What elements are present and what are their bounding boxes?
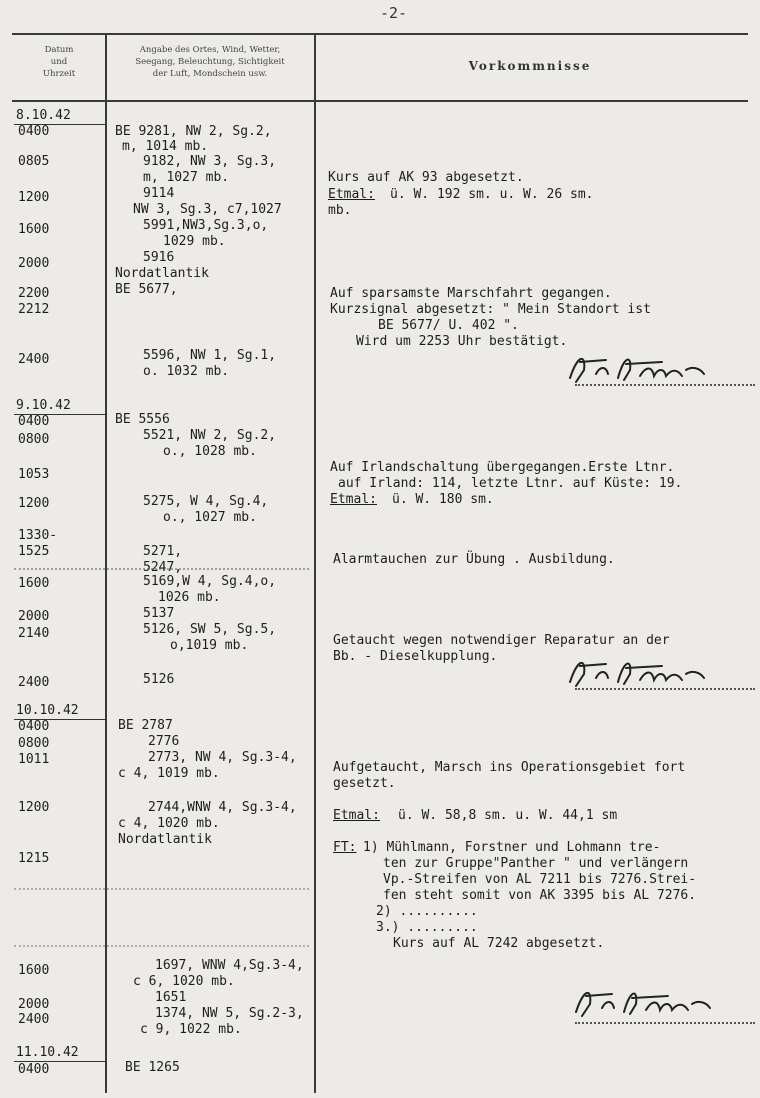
location-entry: 5126, SW 5, Sg.5,: [143, 622, 277, 637]
header-date-line-1: Datum: [44, 45, 74, 55]
event-entry: Kurs auf AK 93 abgesetzt.: [328, 170, 524, 185]
date-label: 10.10.42: [16, 703, 79, 718]
location-entry: Nordatlantik: [115, 266, 209, 281]
time-entry: 1600: [18, 963, 50, 978]
time-entry: 1011: [18, 752, 50, 767]
location-entry: 9182, NW 3, Sg.3,: [143, 154, 277, 169]
location-entry: o. 1032 mb.: [143, 364, 230, 379]
event-entry: Aufgetaucht, Marsch ins Operationsgebiet fort: [333, 760, 686, 775]
header-events: Vorkommnisse: [468, 59, 592, 73]
event-entry: Etmal:: [330, 492, 377, 507]
dotted-separator: [14, 945, 309, 947]
time-entry: 0805: [18, 154, 50, 169]
column-divider-1: [105, 33, 107, 1093]
location-entry: NW 3, Sg.3, c7,1027: [133, 202, 282, 217]
time-entry: 0400: [18, 124, 50, 139]
time-entry: 2212: [18, 302, 50, 317]
time-entry: 2400: [18, 675, 50, 690]
event-entry: Etmal:: [328, 187, 375, 202]
dotted-separator: [14, 568, 309, 570]
date-label: 8.10.42: [16, 108, 71, 123]
date-label: 9.10.42: [16, 398, 71, 413]
time-entry: 0800: [18, 432, 50, 447]
header-bottom-rule: [12, 100, 748, 102]
time-entry: 2000: [18, 256, 50, 271]
location-entry: 1026 mb.: [158, 590, 221, 605]
event-entry: ü. W. 192 sm. u. W. 26 sm.: [390, 187, 594, 202]
time-entry: 2000: [18, 997, 50, 1012]
location-entry: 5596, NW 1, Sg.1,: [143, 348, 277, 363]
time-entry: 2400: [18, 1012, 50, 1027]
date-label: 11.10.42: [16, 1045, 79, 1060]
location-entry: 5137: [143, 606, 175, 621]
event-entry: Kurs auf AL 7242 abgesetzt.: [393, 936, 605, 951]
location-entry: 5916: [143, 250, 175, 265]
time-entry: 1600: [18, 222, 50, 237]
location-entry: c 6, 1020 mb.: [133, 974, 235, 989]
location-entry: 1697, WNW 4,Sg.3-4,: [155, 958, 304, 973]
event-entry: 1) Mühlmann, Forstner und Lohmann tre-: [363, 840, 661, 855]
event-entry: 2) ..........: [376, 904, 478, 919]
location-entry: 1029 mb.: [163, 234, 226, 249]
event-entry: 3.) .........: [376, 920, 478, 935]
location-entry: BE 1265: [125, 1060, 180, 1075]
location-entry: m, 1027 mb.: [143, 170, 230, 185]
location-entry: BE 9281, NW 2, Sg.2,: [115, 124, 272, 139]
header-location-line-1: Angabe des Ortes, Wind, Wetter,: [139, 45, 281, 55]
location-entry: c 4, 1019 mb.: [118, 766, 220, 781]
location-entry: 5271,: [143, 544, 183, 559]
header-location-line-3: der Luft, Mondschein usw.: [152, 69, 268, 79]
header-location-line-2: Seegang, Beleuchtung, Sichtigkeit: [135, 57, 285, 67]
column-divider-2: [314, 33, 316, 1093]
location-entry: o,1019 mb.: [170, 638, 249, 653]
time-entry: 1200: [18, 496, 50, 511]
time-entry: 1200: [18, 190, 50, 205]
event-entry: auf Irland: 114, letzte Ltnr. auf Küste: 19.: [338, 476, 683, 491]
header-location-weather: [108, 44, 312, 80]
location-entry: 1374, NW 5, Sg.2-3,: [155, 1006, 304, 1021]
location-entry: 9114: [143, 186, 175, 201]
header-date-line-3: Uhrzeit: [42, 69, 76, 79]
location-entry: 2776: [148, 734, 180, 749]
event-entry: Bb. - Dieselkupplung.: [333, 649, 498, 664]
location-entry: BE 2787: [118, 718, 173, 733]
event-entry: Kurzsignal abgesetzt: " Mein Standort ist: [330, 302, 651, 317]
event-entry: mb.: [328, 203, 352, 218]
event-entry: Getaucht wegen notwendiger Reparatur an der: [333, 633, 670, 648]
table-top-rule: [12, 33, 748, 35]
location-entry: 2773, NW 4, Sg.3-4,: [148, 750, 297, 765]
event-entry: Wird um 2253 Uhr bestätigt.: [356, 334, 568, 349]
location-entry: 5521, NW 2, Sg.2,: [143, 428, 277, 443]
time-entry: 0400: [18, 414, 50, 429]
time-entry: 1525: [18, 544, 50, 559]
event-entry: Auf Irlandschaltung übergegangen.Erste Ltnr.: [330, 460, 675, 475]
location-entry: Nordatlantik: [118, 832, 212, 847]
event-entry: Auf sparsamste Marschfahrt gegangen.: [330, 286, 612, 301]
event-entry: ü. W. 180 sm.: [392, 492, 494, 507]
location-entry: c 9, 1022 mb.: [140, 1022, 242, 1037]
location-entry: 5247,: [143, 560, 183, 575]
location-entry: BE 5677,: [115, 282, 178, 297]
time-entry: 1200: [18, 800, 50, 815]
time-entry: 0400: [18, 719, 50, 734]
location-entry: 5126: [143, 672, 175, 687]
event-entry: FT:: [333, 840, 357, 855]
dotted-separator: [575, 1022, 755, 1024]
location-entry: 5991,NW3,Sg.3,o,: [143, 218, 269, 233]
location-entry: o., 1027 mb.: [163, 510, 257, 525]
location-entry: 5275, W 4, Sg.4,: [143, 494, 269, 509]
event-entry: ten zur Gruppe"Panther " und verlängern: [383, 856, 689, 871]
dotted-separator: [575, 384, 755, 386]
page-number: -2-: [380, 4, 408, 22]
time-entry: 2140: [18, 626, 50, 641]
time-entry: 2000: [18, 609, 50, 624]
location-entry: 2744,WNW 4, Sg.3-4,: [148, 800, 297, 815]
time-entry: 1330-: [18, 528, 58, 543]
time-entry: 1215: [18, 851, 50, 866]
event-entry: Etmal:: [333, 808, 380, 823]
time-entry: 0400: [18, 1062, 50, 1077]
event-entry: Vp.-Streifen von AL 7211 bis 7276.Strei-: [383, 872, 697, 887]
time-entry: 1053: [18, 467, 50, 482]
signature-3: [572, 982, 722, 1026]
event-entry: gesetzt.: [333, 776, 396, 791]
event-entry: Alarmtauchen zur Übung . Ausbildung.: [333, 552, 615, 567]
header-date-line-2: und: [50, 57, 68, 67]
header-date-time: [28, 44, 90, 80]
event-entry: ü. W. 58,8 sm. u. W. 44,1 sm: [398, 808, 618, 823]
location-entry: o., 1028 mb.: [163, 444, 257, 459]
location-entry: c 4, 1020 mb.: [118, 816, 220, 831]
time-entry: 1600: [18, 576, 50, 591]
time-entry: 0800: [18, 736, 50, 751]
event-entry: BE 5677/ U. 402 ".: [378, 318, 519, 333]
location-entry: 5169,W 4, Sg.4,o,: [143, 574, 277, 589]
location-entry: 1651: [155, 990, 187, 1005]
event-entry: fen steht somit von AK 3395 bis AL 7276.: [383, 888, 697, 903]
dotted-separator: [575, 688, 755, 690]
time-entry: 2400: [18, 352, 50, 367]
time-entry: 2200: [18, 286, 50, 301]
location-entry: BE 5556: [115, 412, 170, 427]
dotted-separator: [14, 888, 309, 890]
location-entry: m, 1014 mb.: [122, 139, 209, 154]
